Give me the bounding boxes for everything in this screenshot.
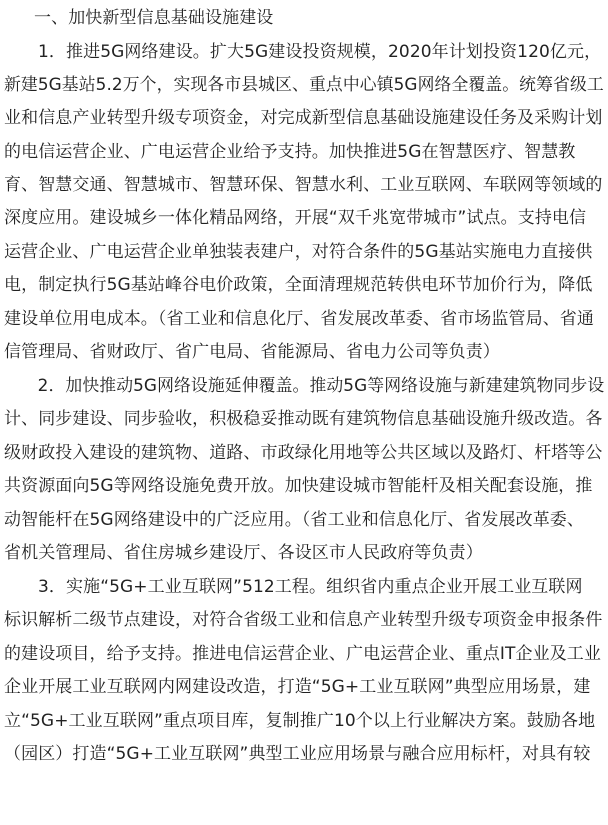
paragraph-line: （园区）打造“5G+工业互联网”典型工业应用场景与融合应用标杆，对具有较 [4,744,591,764]
paragraph-line: 立“5G+工业互联网”重点项目库，复制推广10个以上行业解决方案。鼓励各地 [4,711,596,731]
paragraph-line: 业和信息产业转型升级专项资金，对完成新型信息基础设施建设任务及采购计划 [4,108,603,128]
paragraph-line: 信管理局、省财政厅、省广电局、省能源局、省电力公司等负责） [4,342,500,362]
paragraph-line: 的电信运营企业、广电运营企业给予支持。加快推进5G在智慧医疗、智慧教 [4,142,576,162]
section-heading: 一、加快新型信息基础设施建设 [34,8,274,28]
paragraph-line: 3．实施“5G+工业互联网”512工程。组织省内重点企业开展工业互联网 [38,577,583,597]
paragraph-line: 新建5G基站5.2万个，实现各市县城区、重点中心镇5G网络全覆盖。统筹省级工 [4,75,604,95]
paragraph-line: 共资源面向5G等网络设施免费开放。加快建设城市智能杆及相关配套设施，推 [4,476,593,496]
paragraph-line: 电，制定执行5G基站峰谷电价政策，全面清理规范转供电环节加价行为，降低 [4,275,593,295]
paragraph-line: 深度应用。建设城乡一体化精品网络，开展“双千兆宽带城市”试点。支持电信 [4,208,587,228]
paragraph-line: 计、同步建设、同步验收，积极稳妥推动既有建筑物信息基础设施升级改造。各 [4,409,603,429]
paragraph-line: 建设单位用电成本。（省工业和信息化厅、省发展改革委、省市场监管局、省通 [4,309,594,329]
paragraph-line: 动智能杆在5G网络建设中的广泛应用。（省工业和信息化厅、省发展改革委、 [4,510,584,530]
paragraph-line: 1．推进5G网络建设。扩大5G建设投资规模，2020年计划投资120亿元， [38,42,602,62]
paragraph-line: 运营企业、广电运营企业单独装表建户，对符合条件的5G基站实施电力直接供 [4,242,593,262]
paragraph-line: 育、智慧交通、智慧城市、智慧环保、智慧水利、工业互联网、车联网等领域的 [4,175,603,195]
paragraph-line: 省机关管理局、省住房城乡建设厅、各设区市人民政府等负责） [4,543,483,563]
paragraph-line: 级财政投入建设的建筑物、道路、市政绿化用地等公共区域以及路灯、杆塔等公 [4,443,603,463]
paragraph-line: 企业开展工业互联网内网建设改造，打造“5G+工业互联网”典型应用场景，建 [4,677,591,697]
paragraph-line: 的建设项目，给予支持。推进电信运营企业、广电运营企业、重点IT企业及工业 [4,644,601,664]
paragraph-line: 2．加快推动5G网络设施延伸覆盖。推动5G等网络设施与新建建筑物同步设 [37,376,605,396]
paragraph-line: 标识解析二级节点建设，对符合省级工业和信息产业转型升级专项资金申报条件 [4,610,603,630]
